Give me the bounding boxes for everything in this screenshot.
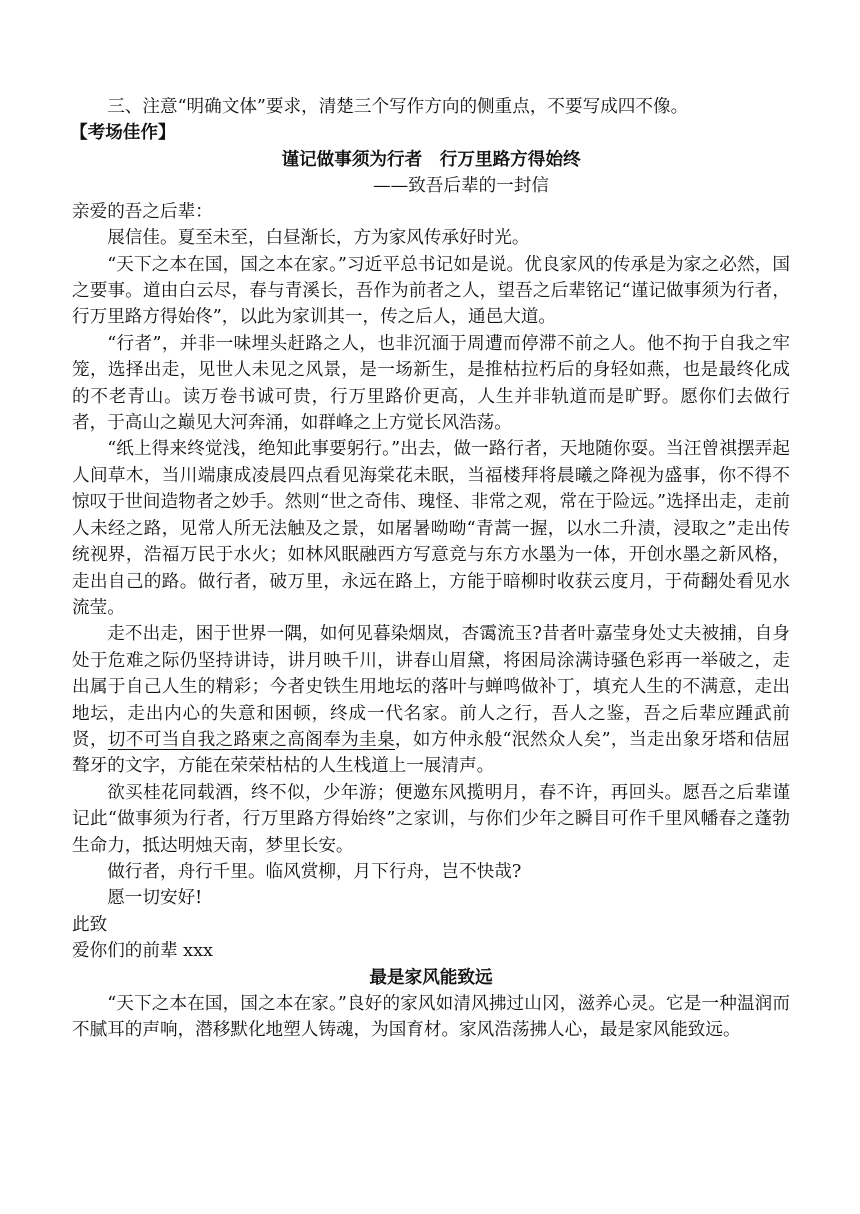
essay-title: 谨记做事须为行者 行万里路方得始终	[281, 149, 581, 170]
section-heading: 【考场佳作】	[70, 123, 176, 144]
letter-closing: 此致	[72, 914, 108, 935]
paragraph-text: ，如方仲永般“泯然众人矣”，当走出象牙塔和佶屈聱牙的文字，方能在荣荣枯枯的人生栈道上一展清声。	[72, 729, 790, 777]
paragraph: “纸上得来终觉浅，绝知此事要躬行。”出去，做一路行者，天地随你耍。当汪曾祺摆弄起人间草木，当川端康成凌晨四点看见海棠花未眠，当福楼拜将晨曦之降视为盛事，你不得不惊叹于世间造物者之妙手。然则“世之奇伟、瑰怪、非常之观，常在于险远。”选择出走，走前人未经之路，见常人所无法触及之景，如屠暑呦呦“青蒿一握，以水二升渍，浸取之”走出传统视界，浩福万民于水火；如林风眠融西方写意竞与东方水墨为一体，开创水墨之新风格，走出自己的路。做行者，破万里，永远在路上，方能于暗柳时收获云度月，于荷翻处看见水流莹。	[72, 439, 790, 618]
essay-subtitle: ——致吾后辈的一封信	[373, 175, 549, 196]
letter-signature: 爱你们的前辈 xxx	[72, 941, 213, 962]
paragraph-text: 走不出走，困于世界一隅，如何见暮染烟岚，杏霭流玉?昔者叶嘉莹身处丈夫被捕，自身处于危难之际仍坚持讲诗，讲月映千川，讲春山眉黛，将困局涂满诗骚色彩再一举破之，走出属于自己人生的精彩；今者史铁生用地坛的落叶与蝉鸣做补丁，填充人生的不满意，走出地坛，走出内心的失意和困顿，终成一代名家。前人之行，吾人之鉴，吾之后辈应踵武前贤，	[72, 624, 790, 750]
paragraph: 做行者，舟行千里。临风赏柳，月下行舟，岂不快哉?	[107, 861, 522, 882]
paragraph	[72, 621, 790, 779]
letter-salutation: 亲爱的吾之后辈：	[72, 201, 213, 222]
essay-title: 最是家风能致远	[369, 967, 493, 988]
paragraph: 愿一切安好!	[107, 888, 203, 909]
paragraph: “天下之本在国，国之本在家。”良好的家风如清风拂过山冈，滋养心灵。它是一种温润而不腻耳的声响，潜移默化地塑人铸魂，为国育材。家风浩荡拂人心，最是家风能致远。	[72, 993, 790, 1040]
paragraph: 欲买桂花同载酒，终不似，少年游；便邀东风揽明月，春不许，再回头。愿吾之后辈谨记此“做事须为行者，行万里路方得始终”之家训，与你们少年之瞬目可作千里风幡春之蓬勃生命力，抵达明烛天南，梦里长安。	[72, 782, 790, 856]
underlined-sentence: 切不可当自我之路柬之高阁奉为圭臬	[107, 729, 395, 750]
paragraph: “天下之本在国，国之本在家。”习近平总书记如是说。优良家风的传承是为家之必然，国之要事。道由白云尽，春与青溪长，吾作为前者之人，望吾之后辈铭记“谨记做事须为行者，行万里路方得始佟”，以此为家训其一，传之后人，通邑大道。	[72, 254, 790, 328]
paragraph: “行者”，并非一味埋头赶路之人，也非沉湎于周遭而停滞不前之人。他不拘于自我之牢笼，选择出走，见世人未见之风景，是一场新生，是推枯拉朽后的身轻如燕，也是最终化成的不老青山。读万卷书诚可贵，行万里路价更高，人生并非轨道而是旷野。愿你们去做行者，于高山之巅见大河奔涌，如群峰之上方觉长风浩荡。	[72, 333, 790, 434]
paragraph: 展信佳。夏至未至，白昼渐长，方为家风传承好时光。	[107, 228, 530, 249]
document-page	[72, 94, 790, 1043]
writing-tip: 三、注意“明确文体”要求，清楚三个写作方向的侧重点，不要写成四不像。	[107, 97, 689, 117]
